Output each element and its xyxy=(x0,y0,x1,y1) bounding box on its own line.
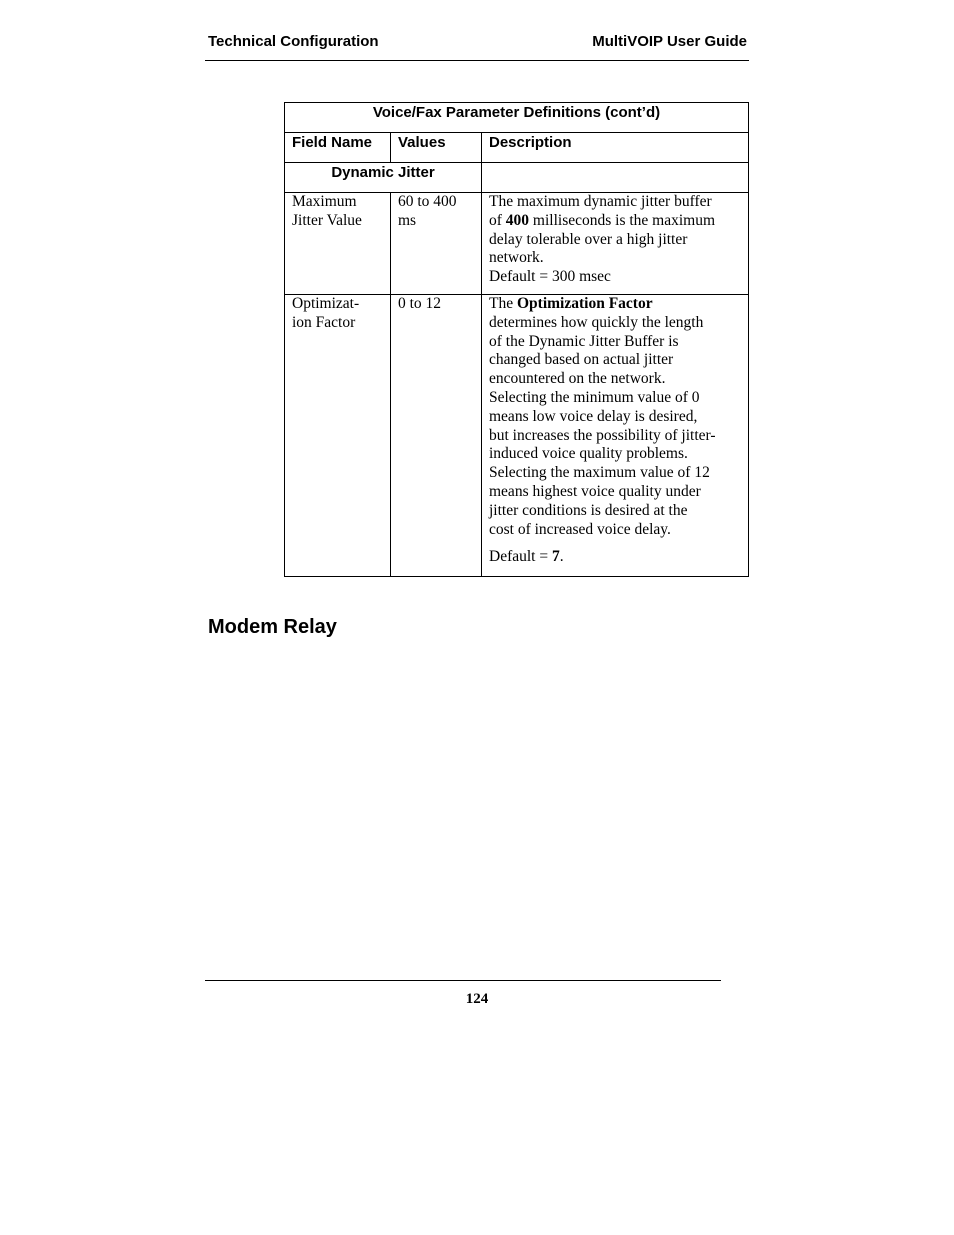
section-heading: Modem Relay xyxy=(208,616,337,638)
table-row xyxy=(285,295,749,577)
description-text: The xyxy=(489,295,517,312)
page-number: 124 xyxy=(465,991,489,1007)
description-cell xyxy=(482,193,749,295)
group-label: Dynamic Jitter xyxy=(285,163,482,193)
default-prefix: Default = xyxy=(489,548,552,566)
column-header-description: Description xyxy=(482,133,749,163)
description-line: delay tolerable over a high jitter xyxy=(489,230,688,248)
page-header xyxy=(205,0,749,61)
description-line: encountered on the network. xyxy=(489,370,666,388)
footer-divider xyxy=(205,980,721,981)
field-name-line: Optimizat- xyxy=(292,295,360,312)
description-line: The maximum dynamic jitter buffer xyxy=(489,193,712,210)
description-line: means highest voice quality under xyxy=(489,482,701,500)
description-line: means low voice delay is desired, xyxy=(489,407,698,425)
table-title-row xyxy=(285,103,749,133)
table-title: Voice/Fax Parameter Definitions (cont’d) xyxy=(285,103,749,133)
description-line: network. xyxy=(489,249,544,267)
field-name-line: Jitter Value xyxy=(292,211,362,229)
description-bold: 400 xyxy=(505,211,530,229)
description-line: of the Dynamic Jitter Buffer is xyxy=(489,332,679,350)
description-default xyxy=(489,548,741,567)
group-row xyxy=(285,163,749,193)
description-line: jitter conditions is desired at the xyxy=(489,501,688,519)
description-cell xyxy=(482,295,749,577)
field-name-cell xyxy=(285,295,391,577)
description-line: Selecting the maximum value of 12 xyxy=(489,464,710,482)
description-line: but increases the possibility of jitter- xyxy=(489,426,716,444)
table-header-row xyxy=(285,133,749,163)
description-bold: Optimization Factor xyxy=(516,295,653,312)
values-line: 60 to 400 xyxy=(398,193,457,210)
description-default: Default = 300 msec xyxy=(489,268,611,286)
description-line xyxy=(489,295,741,314)
values-line: 0 to 12 xyxy=(398,295,442,312)
values-line: ms xyxy=(398,211,417,229)
header-section-title: Technical Configuration xyxy=(208,33,379,50)
description-line xyxy=(489,212,741,231)
description-line: induced voice quality problems. xyxy=(489,445,688,463)
field-name-line: Maximum xyxy=(292,193,357,210)
default-suffix: . xyxy=(559,548,564,566)
description-line: Selecting the minimum value of 0 xyxy=(489,388,700,406)
description-text: milliseconds is the maximum xyxy=(532,211,716,229)
default-value: 7 xyxy=(551,548,560,566)
column-header-field-name: Field Name xyxy=(285,133,391,163)
values-cell xyxy=(391,295,482,577)
description-line: changed based on actual jitter xyxy=(489,351,674,369)
parameter-definitions-table xyxy=(284,102,749,577)
column-header-values: Values xyxy=(391,133,482,163)
description-line: determines how quickly the length xyxy=(489,313,704,331)
values-cell xyxy=(391,193,482,295)
description-text: of xyxy=(489,211,506,229)
field-name-cell xyxy=(285,193,391,295)
header-guide-title: MultiVOIP User Guide xyxy=(592,33,747,50)
description-line: cost of increased voice delay. xyxy=(489,520,671,538)
field-name-line: ion Factor xyxy=(292,313,356,331)
group-empty-cell xyxy=(482,163,749,193)
table-row xyxy=(285,193,749,295)
